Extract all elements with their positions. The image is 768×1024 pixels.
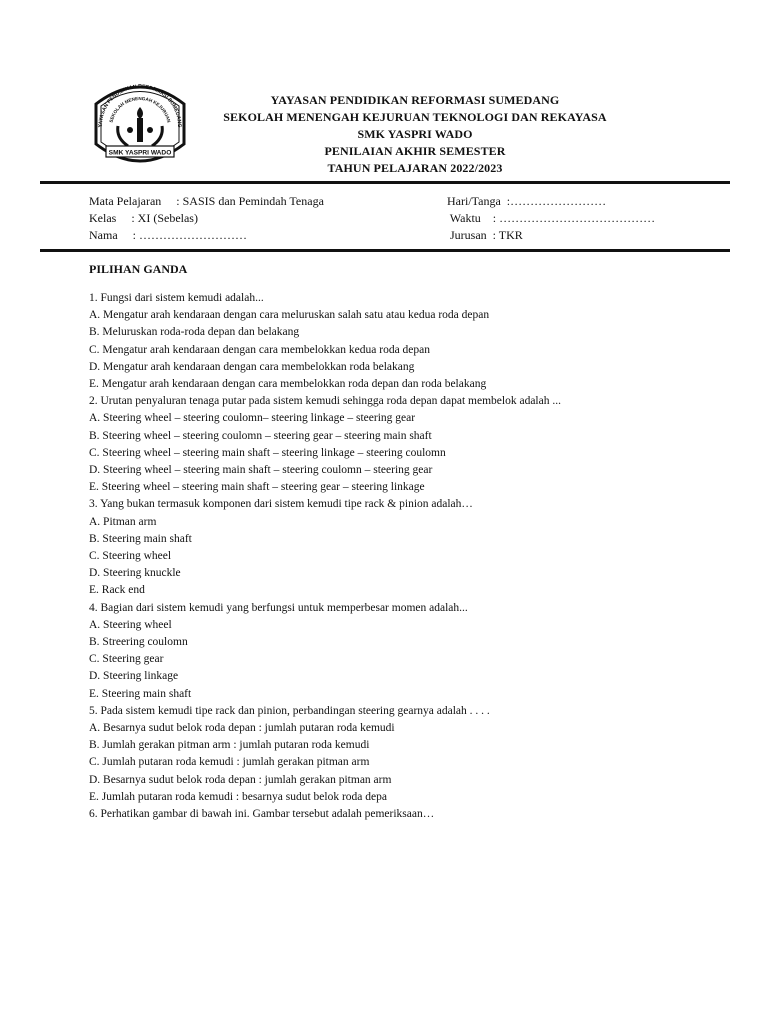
answer-option: E. Steering wheel – steering main shaft – steering gear – steering linkage	[89, 481, 425, 494]
answer-option: B. Meluruskan roda-roda depan dan belakang	[89, 326, 300, 339]
question-text: 6. Perhatikan gambar di bawah ini. Gambar tersebut adalah pemeriksaan…	[89, 808, 435, 821]
foundation-name: YAYASAN PENDIDIKAN REFORMASI SUMEDANG	[270, 93, 560, 107]
major-field: Jurusan : TKR	[447, 228, 523, 242]
logo-ring-text: YAYASAN PENDIDIKAN REFORMASI SUMEDANG	[98, 83, 183, 128]
question-text: 2. Urutan penyaluran tenaga putar pada sistem kemudi sehingga roda depan dapat membelok adalah ...	[89, 395, 561, 408]
answer-option: A. Besarnya sudut belok roda depan : jumlah putaran roda kemudi	[89, 722, 395, 735]
logo-inner-text: SEKOLAH MENENGAH KEJURUAN	[108, 96, 172, 124]
answer-option: E. Rack end	[89, 584, 145, 597]
question-list	[89, 290, 729, 823]
answer-option: D. Besarnya sudut belok roda depan : jumlah gerakan pitman arm	[89, 773, 392, 786]
question-section	[89, 261, 729, 823]
time-field: Waktu : …………………………………	[447, 211, 656, 225]
answer-option: B. Streering coulomn	[89, 636, 188, 649]
answer-option: C. Steering wheel – steering main shaft – steering linkage – steering coulomn	[89, 446, 446, 459]
section-title: PILIHAN GANDA	[89, 262, 188, 276]
answer-option: C. Jumlah putaran roda kemudi : jumlah gerakan pitman arm	[89, 756, 370, 769]
answer-option: B. Steering main shaft	[89, 532, 192, 545]
logo-ribbon-text: SMK YASPRI WADO	[108, 149, 172, 157]
answer-option: C. Steering wheel	[89, 550, 172, 563]
subject-field: Mata Pelajaran : SASIS dan Pemindah Tenaga	[89, 194, 324, 208]
school-type: SEKOLAH MENENGAH KEJURUAN TEKNOLOGI DAN REKAYASA	[223, 110, 607, 124]
answer-option: D. Steering wheel – steering main shaft – steering coulomn – steering gear	[89, 464, 433, 477]
answer-option: E. Jumlah putaran roda kemudi : besarnya sudut belok roda depa	[89, 790, 387, 803]
answer-option: B. Jumlah gerakan pitman arm : jumlah putaran roda kemudi	[89, 739, 370, 752]
day-field: Hari/Tanga :……………………	[447, 194, 607, 208]
class-field: Kelas : XI (Sebelas)	[89, 211, 198, 225]
academic-year: TAHUN PELAJARAN 2022/2023	[327, 161, 503, 175]
answer-option: B. Steering wheel – steering coulomn – steering gear – steering main shaft	[89, 429, 432, 442]
answer-option: D. Steering knuckle	[89, 567, 181, 580]
name-field: Nama : ………………………	[89, 228, 247, 242]
school-logo	[88, 74, 192, 178]
answer-option: E. Steering main shaft	[89, 687, 192, 700]
info-divider	[40, 249, 730, 252]
question-text: 1. Fungsi dari sistem kemudi adalah...	[89, 292, 264, 304]
school-name: SMK YASPRI WADO	[357, 127, 473, 141]
answer-option: D. Steering linkage	[89, 670, 179, 683]
answer-option: A. Steering wheel – steering coulomn– steering linkage – steering gear	[89, 412, 416, 425]
answer-option: E. Mengatur arah kendaraan dengan cara membelokkan roda depan dan roda belakang	[89, 378, 487, 391]
question-text: 5. Pada sistem kemudi tipe rack dan pinion, perbandingan steering gearnya adalah . . . .	[89, 704, 490, 717]
question-text: 3. Yang bukan termasuk komponen dari sistem kemudi tipe rack & pinion adalah…	[89, 498, 473, 511]
answer-option: D. Mengatur arah kendaraan dengan cara membelokkan roda belakang	[89, 360, 415, 373]
header-divider	[40, 181, 730, 184]
answer-option: C. Mengatur arah kendaraan dengan cara membelokkan kedua roda depan	[89, 343, 431, 356]
answer-option: A. Steering wheel	[89, 618, 172, 631]
answer-option: A. Pitman arm	[89, 515, 157, 528]
document-header	[200, 92, 630, 177]
exam-name: PENILAIAN AKHIR SEMESTER	[324, 144, 506, 158]
answer-option: C. Steering gear	[89, 653, 164, 666]
answer-option: A. Mengatur arah kendaraan dengan cara meluruskan salah satu atau kedua roda depan	[89, 309, 490, 322]
question-text: 4. Bagian dari sistem kemudi yang berfungsi untuk memperbesar momen adalah...	[89, 601, 468, 614]
